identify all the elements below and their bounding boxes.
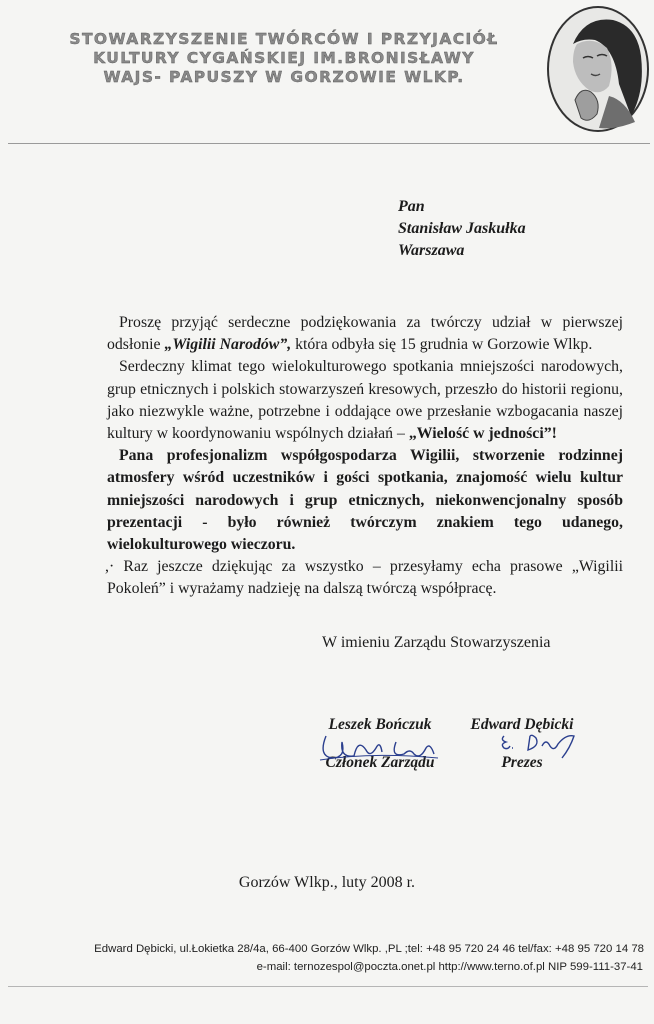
event-name: „Wigilii Narodów”, xyxy=(164,336,292,354)
signature-block-left xyxy=(310,714,450,774)
signature-block-right xyxy=(458,714,586,774)
letterhead-line-1: STOWARZYSZENIE TWÓRCÓW I PRZYJACIÓŁ xyxy=(69,30,499,48)
paragraph-thanks-text-end: która odbyła się 15 grudnia w Gorzowie Wlkp. xyxy=(291,336,593,354)
signatory-name: Leszek Bończuk xyxy=(328,716,432,733)
paragraph-professionalism: Pana profesjonalizm współgospodarza Wigilii, stworzenie rodzinnej atmosfery wśród uczestników i gości spotkania, znajomość wielu kultur mniejszości narodowych i grup etnicznych, niekonwencjonalny sposób prezentacji - było również twórczym znakiem tego udanego, wielokulturowego wieczoru. xyxy=(107,447,623,554)
signatory-role: Prezes xyxy=(501,754,543,771)
portrait-medallion xyxy=(545,4,651,134)
closing-line: W imieniu Zarządu Stowarzyszenia xyxy=(322,634,551,651)
footer-email-web-nip: e-mail: ternozespol@poczta.onet.pl http://www.terno.of.pl NIP 599-111-37-41 xyxy=(256,961,643,973)
paragraph-climate xyxy=(107,356,623,445)
letterhead-line-2: KULTURY CYGAŃSKIEJ IM.BRONISŁAWY xyxy=(93,49,475,67)
addressee-block xyxy=(398,196,526,262)
footer-divider xyxy=(8,986,648,987)
letterhead xyxy=(4,30,564,87)
paragraph-thanks-text: Proszę przyjąć serdeczne podziękowania za twórczy udział w pierwszej odsłonie xyxy=(107,314,623,354)
place-and-date: Gorzów Wlkp., luty 2008 r. xyxy=(238,874,416,891)
footer xyxy=(0,940,654,976)
header-divider xyxy=(8,143,650,144)
signatory-name: Edward Dębicki xyxy=(470,716,574,733)
stray-mark: ,· xyxy=(105,558,115,576)
addressee-name: Stanisław Jaskułka xyxy=(398,220,526,237)
signatory-role: Członek Zarządu xyxy=(325,754,435,771)
letter-body xyxy=(107,312,623,601)
addressee-salutation: Pan xyxy=(398,198,425,215)
motto: „Wielość w jedności”! xyxy=(408,425,557,443)
letterhead-line-3: WAJS- PAPUSZY W GORZOWIE WLKP. xyxy=(103,68,465,86)
addressee-city: Warszawa xyxy=(398,242,465,259)
footer-address-phones: Edward Dębicki, ul.Łokietka 28/4a, 66-400 Gorzów Wlkp. ,PL ;tel: +48 95 720 24 46 tel/fax: +48 95 720 14 78 xyxy=(94,943,644,955)
paragraph-climate-text: Serdeczny klimat tego wielokulturowego spotkania mniejszości narodowych, grup etnicznych i polskich stowarzyszeń kresowych, przeszło do historii regionu, jako niezwykle ważne, potrzebne i oddające owe przesłanie wzbogacania naszej kultury w koordynowaniu wspólnych działań – xyxy=(107,358,623,443)
paragraph-thanks xyxy=(107,312,623,356)
paragraph-closing-thanks-text: Raz jeszcze dziękując za wszystko – przesyłamy echa prasowe „Wigilii Pokoleń” i wyrażamy nadzieję na dalszą twórczą współpracę. xyxy=(107,558,623,598)
paragraph-closing-thanks xyxy=(107,556,623,600)
